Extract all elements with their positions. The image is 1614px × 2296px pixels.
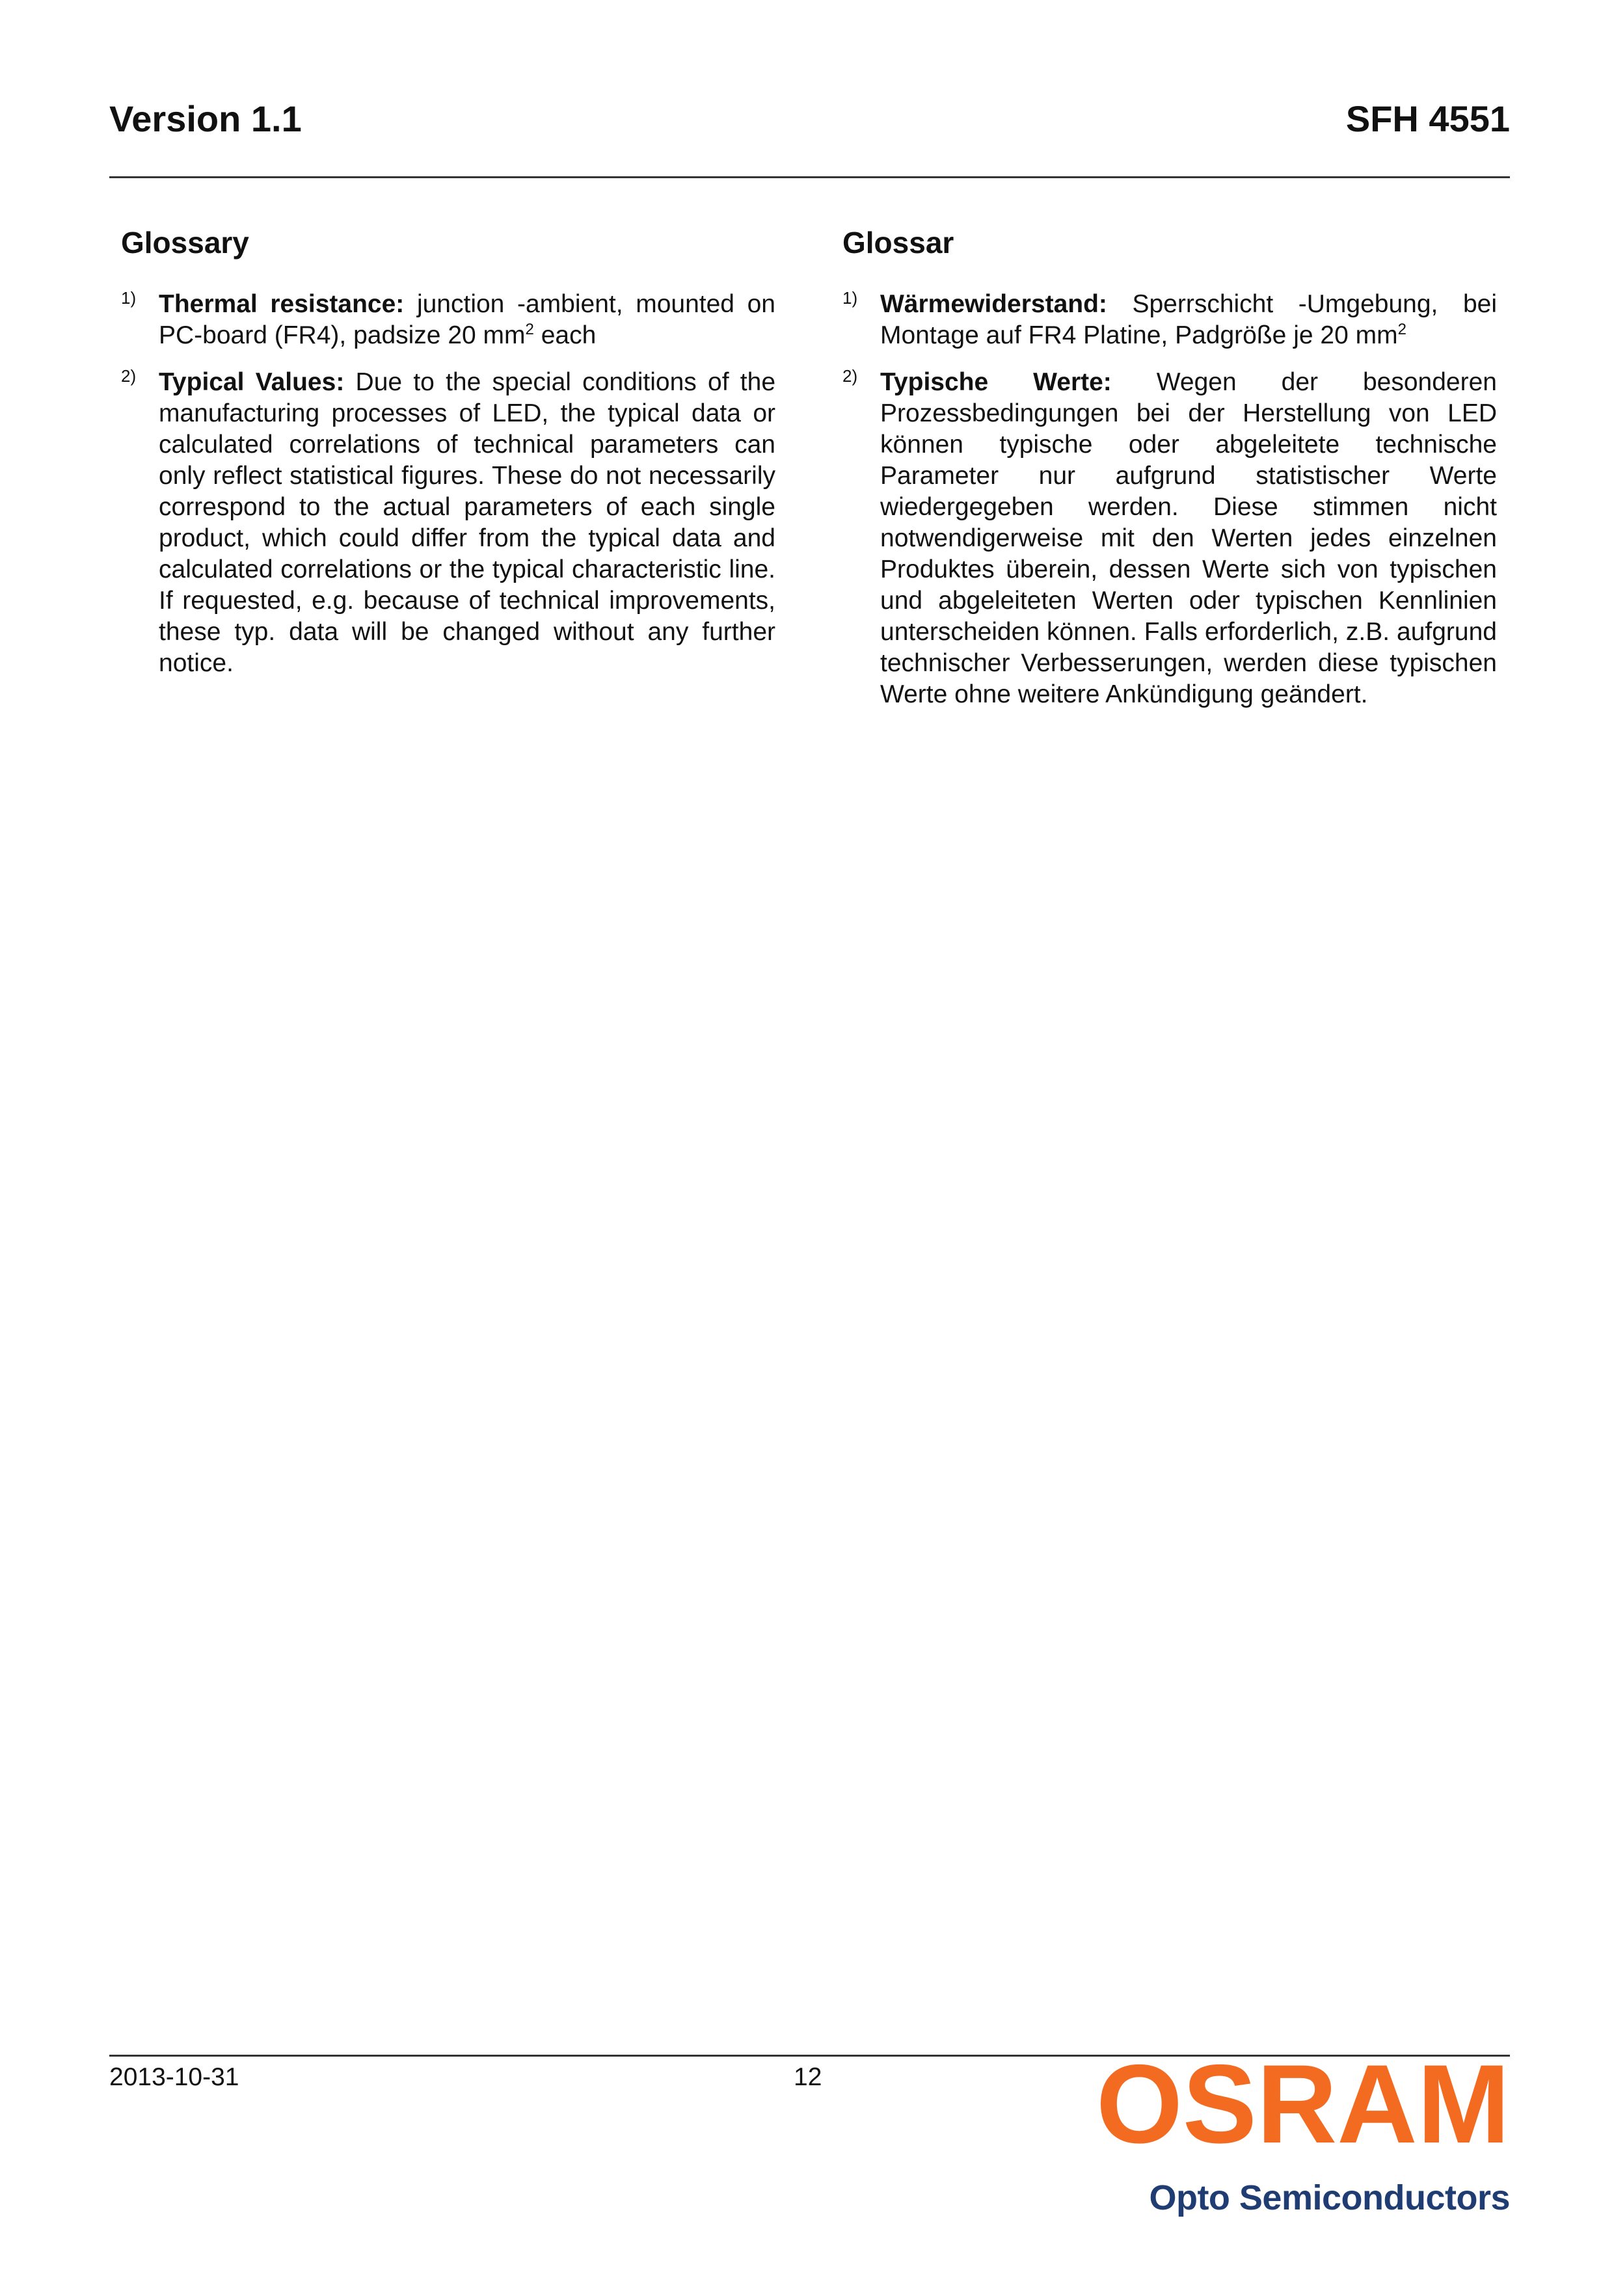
document-version: Version 1.1 (109, 98, 302, 139)
note-text: Due to the special conditions of the manufacturing processes of LED, the typical data or calculated correlations of technical parameters can only reflect statistical figures. These do not necessarily correspond to the actual parameters of each single product, which could differ from the typical data and calculated correlations or the typical characteristic line. If requested, e.g. because of technical improvements, these typ. data will be changed without any further notice. (159, 368, 776, 677)
glossary-german (842, 228, 1497, 726)
note-text-end: each (533, 321, 597, 349)
header-divider (109, 176, 1510, 178)
glossar-note-2 (842, 367, 1497, 710)
note-text: Sperrschicht -Umgebung, bei Montage auf FR4 Platine, Padgröße je 20 mm (880, 290, 1497, 349)
glossar-note-1 (842, 289, 1497, 351)
osram-logo (1094, 2057, 1510, 2161)
logo-tagline: Opto Semiconductors (1149, 2178, 1510, 2217)
footnote-marker: 1) (842, 288, 858, 308)
note-text: Wegen der besonderen Prozessbedingungen bei der Herstellung von LED können typische oder abgeleitete technische Parameter nur aufgrund statistischer Werte wiedergegeben werden. Diese stimmen nicht notwendigerweise mit den Werten jedes einzelnen Produktes überein, dessen Werte sich von typischen und abgeleiteten Werten oder typischen Kennlinien unterscheiden können. Falls erforderlich, z.B. aufgrund technischer Verbesserungen, werden diese typischen Werte ohne weitere Ankündigung geändert. (880, 368, 1497, 708)
note-term: Typische Werte: (880, 368, 1112, 396)
glossary-note-1 (121, 289, 775, 351)
note-term: Typical Values: (159, 368, 345, 396)
glossary-english (121, 228, 775, 695)
footnote-marker: 1) (121, 288, 137, 308)
note-superscript: 2 (525, 321, 534, 338)
osram-wordmark: OSRAM (1096, 2057, 1510, 2161)
note-term: Wärmewiderstand: (880, 290, 1107, 318)
glossary-heading: Glossary (121, 226, 249, 260)
page-number: 12 (794, 2063, 822, 2091)
glossar-heading: Glossar (842, 226, 954, 260)
footnote-marker: 2) (121, 366, 137, 386)
product-name: SFH 4551 (1345, 98, 1510, 139)
glossary-note-2 (121, 367, 775, 679)
note-term: Thermal resistance: (159, 290, 405, 318)
footnote-marker: 2) (842, 366, 858, 386)
footer-date: 2013-10-31 (109, 2063, 239, 2091)
note-superscript: 2 (1397, 321, 1406, 338)
note-text: junction -ambient, mounted on PC-board (FR4), padsize 20 mm (159, 290, 775, 349)
